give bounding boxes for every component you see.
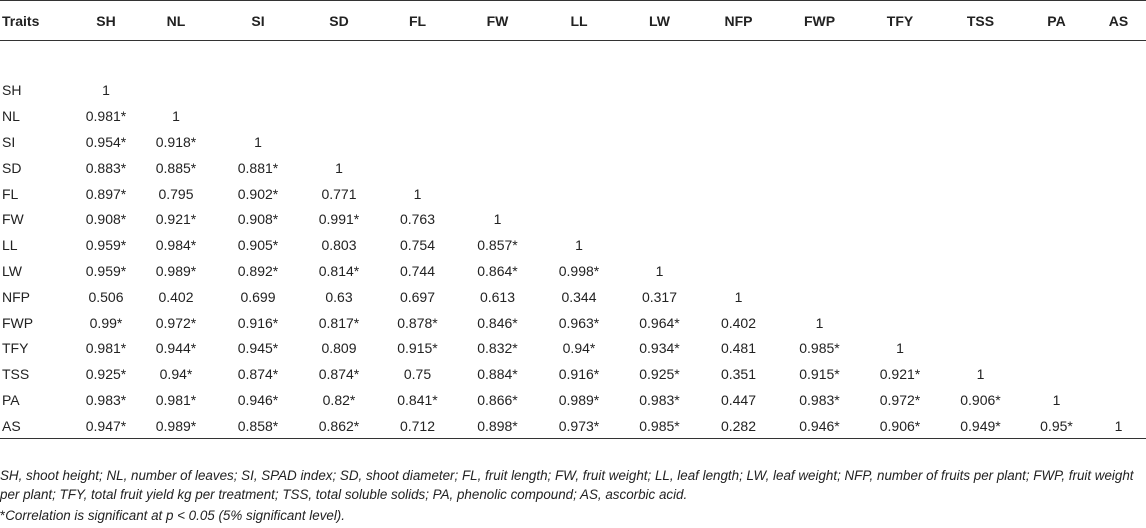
correlation-cell [778, 103, 861, 129]
correlation-cell: 0.983* [85, 391, 127, 408]
correlation-cell: 0.317 [641, 288, 678, 305]
correlation-cell [1091, 335, 1146, 361]
correlation-cell: 0.897* [85, 185, 127, 202]
correlation-cell: 0.699 [240, 288, 276, 305]
column-header-fwp: FWP [778, 1, 861, 41]
table-row [0, 258, 1146, 284]
column-header-pa: PA [1022, 1, 1091, 41]
correlation-cell [300, 78, 378, 104]
correlation-cell: 0.946* [778, 413, 861, 439]
correlation-cell: 0.99* [89, 314, 123, 331]
correlation-cell: 0.959* [85, 262, 127, 279]
correlation-cell: 0.878* [397, 314, 438, 331]
correlation-cell [861, 78, 939, 104]
correlation-cell: 0.809 [321, 340, 357, 357]
table-body [0, 41, 1146, 439]
correlation-cell [378, 78, 457, 104]
significance-marker: * [0, 508, 6, 523]
correlation-cell: 0.906* [960, 391, 1001, 408]
row-label: FW [2, 211, 24, 228]
correlation-cell: 0.998* [558, 262, 600, 279]
correlation-cell: 0.858* [216, 413, 300, 439]
correlation-cell [939, 232, 1022, 258]
correlation-cell: 1 [1091, 413, 1146, 439]
correlation-cell [699, 103, 778, 129]
table-footnotes [0, 466, 1140, 525]
row-label: TFY [2, 340, 29, 357]
correlation-cell [1022, 335, 1091, 361]
correlation-cell [778, 284, 861, 310]
correlation-cell [699, 155, 778, 181]
correlation-cell [861, 181, 939, 207]
abbreviations-note: SH, shoot height; NL, number of leaves; SI, SPAD index; SD, shoot diameter; FL, fruit length; FW, fruit weight; LL, leaf length; LW, leaf weight; NFP, number of fruits per plant; FWP, fruit weight per plant; TFY, total fruit yield kg per treatment; TSS, total soluble solids; PA, phenolic compound; AS, ascorbic acid. [0, 468, 1134, 502]
correlation-cell [216, 78, 300, 104]
correlation-cell [939, 103, 1022, 129]
header-spacer-row [0, 41, 1146, 78]
correlation-cell: 0.846* [477, 314, 518, 331]
table-row [0, 103, 1146, 129]
correlation-cell [457, 155, 538, 181]
column-header-fl: FL [378, 1, 457, 41]
correlation-cell [861, 232, 939, 258]
correlation-cell: 0.934* [639, 340, 680, 357]
table-header-row [0, 1, 1146, 41]
correlation-cell: 0.344 [561, 288, 597, 305]
correlation-cell [1091, 78, 1146, 104]
correlation-cell: 0.981* [85, 108, 127, 125]
correlation-cell: 0.857* [477, 237, 518, 254]
correlation-cell: 1 [815, 314, 824, 331]
column-header-nl: NL [136, 1, 216, 41]
column-header-sd: SD [300, 1, 378, 41]
correlation-cell: 0.973* [538, 413, 620, 439]
correlation-cell [1091, 103, 1146, 129]
table-row [0, 232, 1146, 258]
correlation-cell: 0.763 [399, 211, 436, 228]
correlation-cell [1022, 232, 1091, 258]
correlation-cell [1091, 284, 1146, 310]
correlation-cell: 1 [335, 159, 343, 176]
correlation-cell [1091, 232, 1146, 258]
correlation-cell: 0.989* [558, 391, 600, 408]
correlation-cell: 0.905* [237, 237, 279, 254]
correlation-cell [939, 335, 1022, 361]
column-header-as: AS [1091, 1, 1146, 41]
correlation-cell [699, 129, 778, 155]
correlation-cell [699, 78, 778, 104]
correlation-cell [939, 284, 1022, 310]
correlation-cell [457, 103, 538, 129]
correlation-cell: 0.906* [861, 413, 939, 439]
table-row [0, 78, 1146, 104]
table-row [0, 310, 1146, 336]
correlation-cell [1091, 206, 1146, 232]
correlation-cell: 1 [102, 82, 110, 99]
column-header-si: SI [216, 1, 300, 41]
correlation-cell [1022, 129, 1091, 155]
correlation-cell: 0.754 [399, 237, 436, 254]
correlation-cell [939, 181, 1022, 207]
correlation-cell [620, 103, 699, 129]
correlation-cell: 0.803 [321, 237, 357, 254]
correlation-cell [457, 129, 538, 155]
correlation-cell [300, 129, 378, 155]
correlation-cell: 0.916* [237, 314, 279, 331]
column-header-traits: Traits [0, 1, 76, 41]
correlation-cell [778, 129, 861, 155]
correlation-cell: 0.874* [318, 366, 360, 383]
correlation-cell: 0.864* [477, 262, 518, 279]
correlation-cell [538, 103, 620, 129]
correlation-cell [538, 155, 620, 181]
correlation-cell: 1 [254, 133, 262, 150]
row-label: SD [2, 159, 22, 176]
correlation-cell: 0.795 [158, 185, 194, 202]
correlation-cell: 0.989* [136, 413, 216, 439]
correlation-cell: 0.989* [155, 262, 197, 279]
correlation-cell [861, 310, 939, 336]
correlation-cell: 0.959* [85, 237, 127, 254]
correlation-cell: 0.832* [477, 340, 518, 357]
correlation-cell: 0.94* [159, 366, 193, 383]
table-row [0, 335, 1146, 361]
correlation-cell [1022, 181, 1091, 207]
correlation-cell: 0.881* [237, 159, 279, 176]
correlation-cell: 0.883* [85, 159, 127, 176]
correlation-cell [861, 155, 939, 181]
correlation-cell: 0.506 [88, 288, 124, 305]
correlation-cell [378, 129, 457, 155]
correlation-cell [538, 78, 620, 104]
column-header-lw: LW [620, 1, 699, 41]
correlation-cell: 0.985* [620, 413, 699, 439]
correlation-cell: 1 [413, 185, 422, 202]
row-label: LW [2, 262, 22, 279]
correlation-cell: 0.925* [85, 366, 127, 383]
correlation-cell: 0.814* [318, 262, 360, 279]
row-label: AS [0, 413, 76, 439]
correlation-cell [1022, 310, 1091, 336]
correlation-cell: 0.921* [155, 211, 197, 228]
correlation-cell [378, 103, 457, 129]
correlation-cell [300, 103, 378, 129]
correlation-cell [778, 181, 861, 207]
row-label: FL [2, 185, 19, 202]
correlation-cell [939, 258, 1022, 284]
correlation-cell: 0.925* [639, 366, 680, 383]
row-label: NFP [2, 288, 30, 305]
correlation-cell: 0.902* [237, 185, 279, 202]
correlation-cell [620, 181, 699, 207]
correlation-cell: 1 [172, 108, 180, 125]
correlation-cell [620, 78, 699, 104]
correlation-cell: 0.95* [1022, 413, 1091, 439]
row-label: SH [2, 82, 22, 99]
correlation-cell: 0.447 [720, 391, 757, 408]
correlation-cell: 0.947* [76, 413, 136, 439]
correlation-cell: 0.697 [399, 288, 436, 305]
correlation-cell: 0.898* [457, 413, 538, 439]
correlation-cell: 1 [734, 288, 743, 305]
significance-text: Correlation is significant at p < 0.05 (5% significant level). [5, 508, 345, 523]
correlation-cell [620, 155, 699, 181]
correlation-cell [1022, 206, 1091, 232]
correlation-cell [378, 155, 457, 181]
correlation-cell: 0.991* [318, 211, 360, 228]
correlation-cell [216, 103, 300, 129]
correlation-cell: 0.945* [237, 340, 279, 357]
correlation-cell: 0.841* [397, 391, 438, 408]
correlation-cell [699, 232, 778, 258]
correlation-cell: 0.63 [325, 288, 353, 305]
correlation-cell [1022, 361, 1091, 387]
correlation-cell: 0.946* [237, 391, 279, 408]
correlation-cell [1091, 129, 1146, 155]
column-header-ll: LL [538, 1, 620, 41]
row-label: TSS [2, 366, 30, 383]
table-row [0, 206, 1146, 232]
correlation-cell [620, 206, 699, 232]
correlation-cell [778, 258, 861, 284]
correlation-cell [778, 232, 861, 258]
correlation-cell: 0.985* [799, 340, 840, 357]
correlation-cell: 0.351 [720, 366, 757, 383]
table-row [0, 284, 1146, 310]
correlation-cell [861, 103, 939, 129]
correlation-cell: 1 [655, 262, 664, 279]
correlation-cell [1091, 361, 1146, 387]
correlation-cell: 0.908* [85, 211, 127, 228]
correlation-cell: 0.481 [720, 340, 757, 357]
correlation-cell [1022, 258, 1091, 284]
correlation-cell: 0.94* [562, 340, 596, 357]
correlation-cell: 0.944* [155, 340, 197, 357]
correlation-cell: 0.964* [639, 314, 680, 331]
correlation-cell: 0.916* [558, 366, 600, 383]
correlation-cell: 0.771 [321, 185, 357, 202]
correlation-cell [699, 258, 778, 284]
correlation-cell: 0.983* [639, 391, 680, 408]
correlation-cell: 0.402 [158, 288, 194, 305]
correlation-cell: 0.915* [397, 340, 438, 357]
correlation-cell: 0.874* [237, 366, 279, 383]
column-header-fw: FW [457, 1, 538, 41]
correlation-cell: 0.908* [237, 211, 279, 228]
correlation-cell: 0.972* [879, 391, 921, 408]
correlation-cell [939, 310, 1022, 336]
correlation-cell: 0.949* [939, 413, 1022, 439]
correlation-cell: 0.866* [477, 391, 518, 408]
correlation-cell [1091, 181, 1146, 207]
correlation-cell [778, 78, 861, 104]
correlation-cell: 0.817* [318, 314, 360, 331]
correlation-cell: 0.984* [155, 237, 197, 254]
correlation-cell: 0.892* [237, 262, 279, 279]
correlation-cell [538, 129, 620, 155]
correlation-cell [1091, 258, 1146, 284]
column-header-nfp: NFP [699, 1, 778, 41]
row-label: LL [2, 237, 18, 254]
correlation-cell [1022, 155, 1091, 181]
correlation-cell: 1 [575, 237, 583, 254]
correlation-cell [778, 206, 861, 232]
correlation-cell [939, 129, 1022, 155]
column-header-tfy: TFY [861, 1, 939, 41]
correlation-cell [538, 181, 620, 207]
table-row [0, 387, 1146, 413]
correlation-cell [939, 206, 1022, 232]
correlation-cell [861, 129, 939, 155]
correlation-cell: 1 [896, 340, 904, 357]
correlation-cell: 0.744 [399, 262, 436, 279]
correlation-cell [699, 181, 778, 207]
correlation-cell: 0.983* [799, 391, 840, 408]
correlation-cell: 0.712 [378, 413, 457, 439]
correlation-cell: 0.972* [155, 314, 197, 331]
correlation-cell [939, 78, 1022, 104]
correlation-cell: 1 [493, 211, 502, 228]
correlation-cell: 0.402 [720, 314, 757, 331]
correlation-cell [778, 155, 861, 181]
row-label: NL [2, 108, 20, 125]
row-label: PA [2, 391, 20, 408]
row-label: SI [2, 133, 16, 150]
correlation-cell: 0.915* [799, 366, 840, 383]
correlation-cell: 0.981* [155, 391, 197, 408]
correlation-cell [620, 232, 699, 258]
correlation-cell: 0.82* [322, 391, 356, 408]
correlation-cell [1091, 387, 1146, 413]
correlation-cell [861, 206, 939, 232]
correlation-cell [620, 129, 699, 155]
row-label: FWP [2, 314, 34, 331]
correlation-cell: 0.884* [477, 366, 518, 383]
correlation-cell [1091, 155, 1146, 181]
correlation-cell [861, 284, 939, 310]
correlation-cell: 0.282 [699, 413, 778, 439]
correlation-cell [538, 206, 620, 232]
correlation-cell: 0.921* [879, 366, 921, 383]
correlation-cell: 0.75 [403, 366, 432, 383]
correlation-cell: 0.918* [155, 133, 197, 150]
correlation-cell: 1 [976, 366, 985, 383]
correlation-cell: 0.613 [479, 288, 516, 305]
correlation-cell [1091, 310, 1146, 336]
table-row [0, 155, 1146, 181]
correlation-cell [457, 78, 538, 104]
correlation-cell [457, 181, 538, 207]
correlation-cell [1022, 103, 1091, 129]
column-header-tss: TSS [939, 1, 1022, 41]
column-header-sh: SH [76, 1, 136, 41]
significance-note [0, 506, 1140, 525]
table-row [0, 129, 1146, 155]
correlation-cell: 0.862* [300, 413, 378, 439]
correlation-cell [699, 206, 778, 232]
correlation-cell [1022, 78, 1091, 104]
correlation-cell [136, 78, 216, 104]
correlation-cell: 1 [1052, 391, 1061, 408]
correlation-cell [939, 155, 1022, 181]
correlation-cell: 0.954* [85, 133, 127, 150]
table-row [0, 181, 1146, 207]
table-row [0, 361, 1146, 387]
table-row [0, 413, 1146, 439]
correlation-cell [1022, 284, 1091, 310]
correlation-cell: 0.981* [85, 340, 127, 357]
correlation-cell: 0.963* [558, 314, 600, 331]
correlation-cell [861, 258, 939, 284]
correlation-cell: 0.885* [155, 159, 197, 176]
